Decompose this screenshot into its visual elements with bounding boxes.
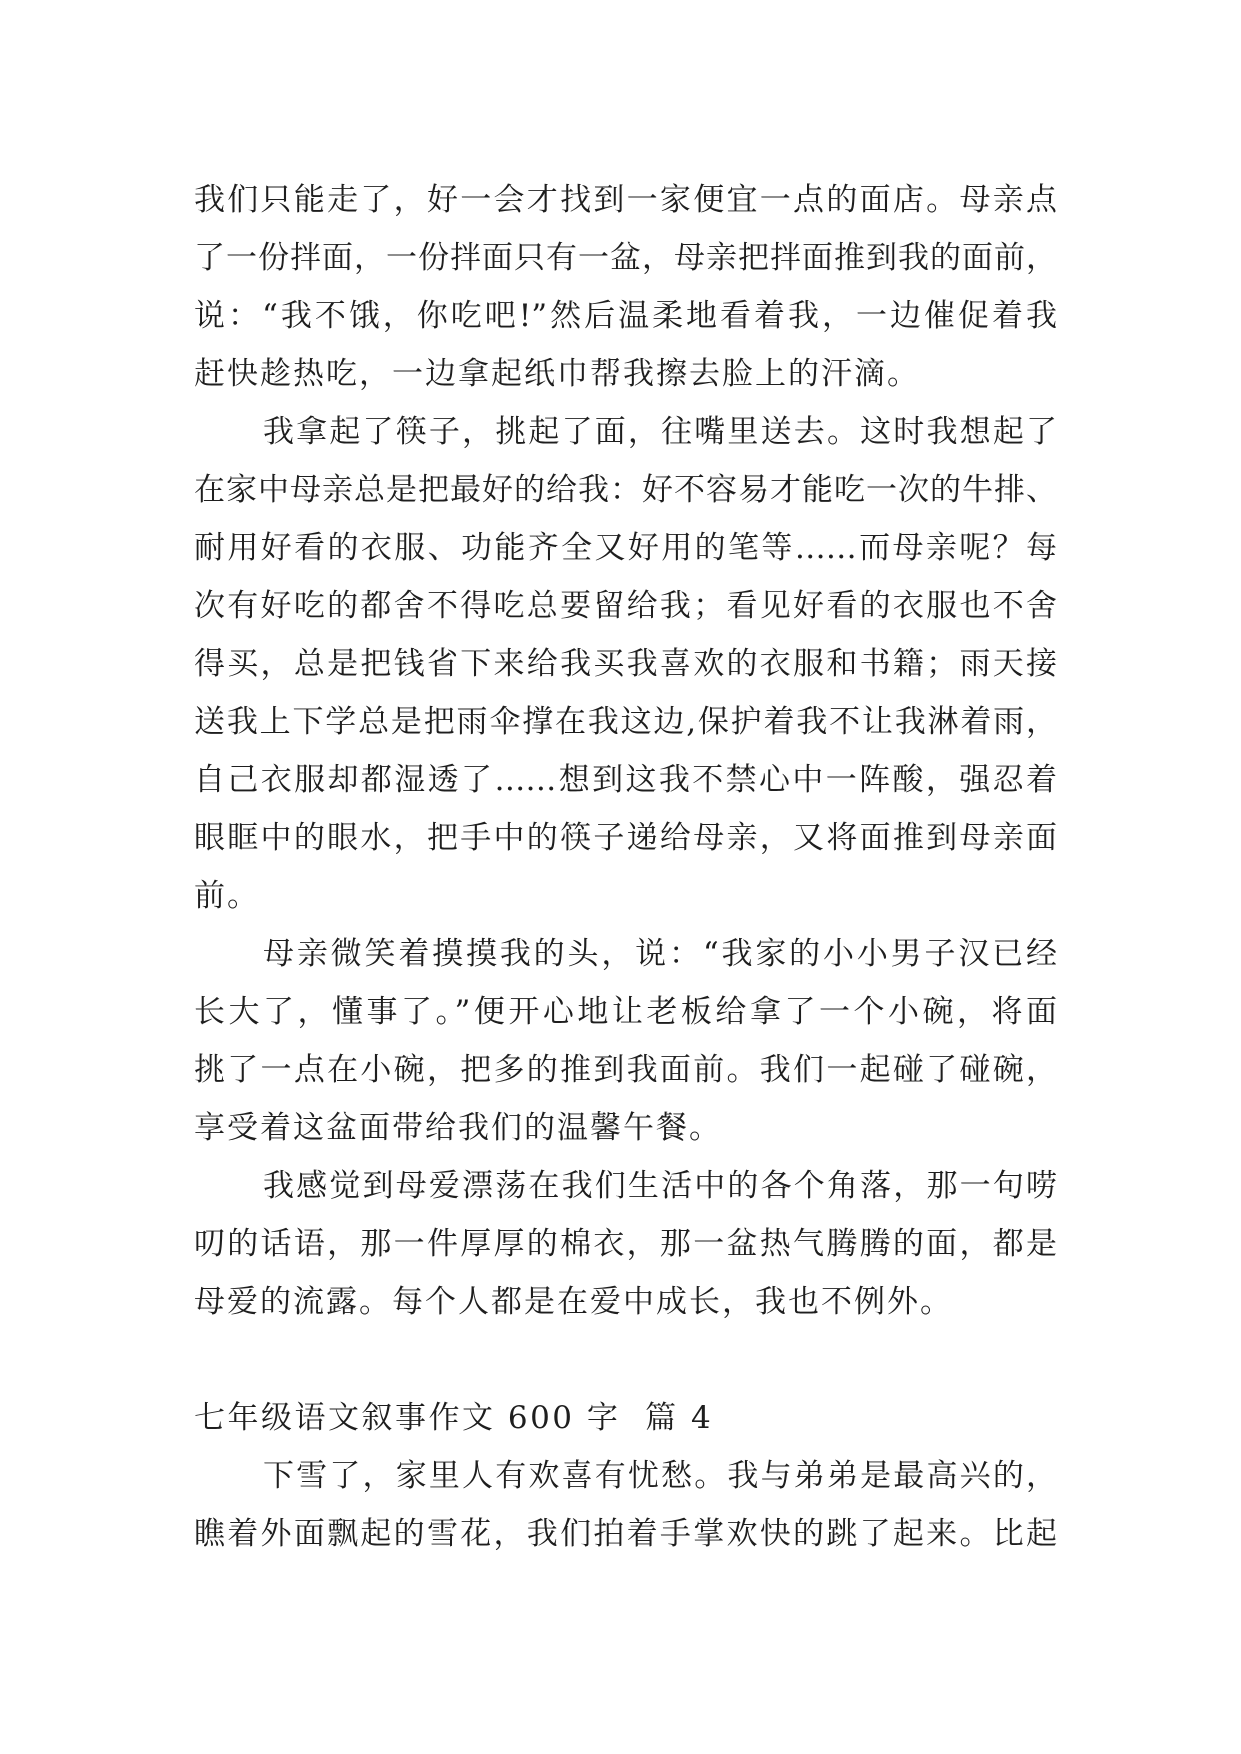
paragraph [194, 1447, 1057, 1563]
paragraph [194, 171, 1057, 403]
text-line: 挑了一点在小碗，把多的推到我面前。我们一起碰了碰碗， [194, 1052, 1057, 1088]
paragraph [194, 1157, 1057, 1331]
text-line: 了一份拌面，一份拌面只有一盆，母亲把拌面推到我的面前， [194, 240, 1057, 276]
text-line: 眼眶中的眼水，把手中的筷子递给母亲，又将面推到母亲面 [194, 820, 1057, 856]
section-heading: 七年级语文叙事作文 600 字 篇 4 [194, 1400, 714, 1436]
text-line: 我感觉到母爱漂荡在我们生活中的各个角落，那一句唠 [263, 1168, 1057, 1204]
text-line: 自己衣服却都湿透了……想到这我不禁心中一阵酸，强忍着 [194, 762, 1057, 798]
blank-line [194, 1331, 1057, 1389]
text-line: 说：“我不饿，你吃吧!”然后温柔地看着我，一边催促着我 [194, 298, 1057, 334]
text-line: 耐用好看的衣服、功能齐全又好用的笔等……而母亲呢？每 [194, 530, 1057, 566]
text-line: 前。 [194, 878, 260, 914]
paragraph [194, 403, 1057, 925]
text-line: 在家中母亲总是把最好的给我：好不容易才能吃一次的牛排、 [194, 472, 1057, 508]
text-line: 得买，总是把钱省下来给我买我喜欢的衣服和书籍；雨天接 [194, 646, 1057, 682]
text-line: 母亲微笑着摸摸我的头，说：“我家的小小男子汉已经 [263, 936, 1057, 972]
text-line: 赶快趁热吃，一边拿起纸巾帮我擦去脸上的汗滴。 [194, 356, 920, 392]
text-line: 享受着这盆面带给我们的温馨午餐。 [194, 1110, 722, 1146]
text-line: 次有好吃的都舍不得吃总要留给我；看见好看的衣服也不舍 [194, 588, 1057, 624]
paragraph [194, 925, 1057, 1157]
text-line: 我拿起了筷子，挑起了面，往嘴里送去。这时我想起了 [263, 414, 1057, 450]
text-line: 长大了，懂事了。”便开心地让老板给拿了一个小碗，将面 [194, 994, 1057, 1030]
text-line: 叨的话语，那一件厚厚的棉衣，那一盆热气腾腾的面，都是 [194, 1226, 1057, 1262]
text-line: 送我上下学总是把雨伞撑在我这边,保护着我不让我淋着雨， [194, 704, 1057, 740]
text-line: 下雪了，家里人有欢喜有忧愁。我与弟弟是最高兴的， [263, 1458, 1057, 1494]
text-line: 母爱的流露。每个人都是在爱中成长，我也不例外。 [194, 1284, 953, 1320]
text-line: 瞧着外面飘起的雪花，我们拍着手掌欢快的跳了起来。比起 [194, 1516, 1057, 1552]
document-body [194, 171, 1057, 1563]
text-line: 我们只能走了，好一会才找到一家便宜一点的面店。母亲点 [194, 182, 1057, 218]
